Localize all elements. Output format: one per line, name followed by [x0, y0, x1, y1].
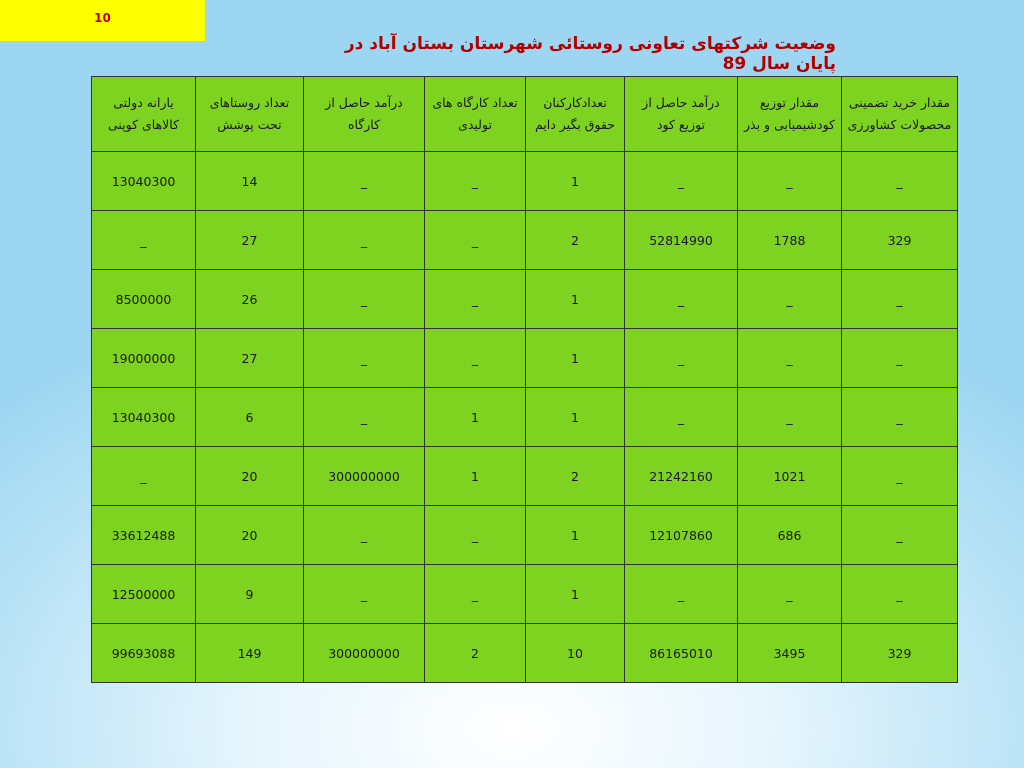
table-cell: _ [304, 152, 425, 211]
table-cell: 1 [526, 565, 625, 624]
table-cell: 21242160 [625, 447, 738, 506]
table-row [92, 447, 958, 506]
table-cell: _ [842, 270, 958, 329]
column-header-line: محصولات کشاورزی [847, 117, 952, 132]
column-header-line: توزیع کود [656, 117, 706, 132]
table-row [92, 211, 958, 270]
column-header-line: تولیدی [458, 117, 492, 132]
table-row [92, 506, 958, 565]
table-row [92, 152, 958, 211]
column-header-line: درآمد حاصل از [325, 95, 403, 110]
column-header-line: درآمد حاصل از [642, 95, 720, 110]
table-cell: 3495 [738, 624, 842, 683]
table-cell: _ [304, 506, 425, 565]
table-cell: _ [92, 211, 196, 270]
table-cell: 9 [196, 565, 304, 624]
table-cell: _ [625, 388, 738, 447]
table-cell: 99693088 [92, 624, 196, 683]
column-header-line: کارگاه [347, 117, 381, 132]
column-header [842, 77, 958, 152]
column-header [196, 77, 304, 152]
column-header-line: کودشیمیایی و بذر [744, 117, 835, 132]
table-cell: 1021 [738, 447, 842, 506]
table-cell: _ [625, 270, 738, 329]
table-cell: 19000000 [92, 329, 196, 388]
table-row [92, 388, 958, 447]
table-cell: 1788 [738, 211, 842, 270]
table-cell: _ [842, 506, 958, 565]
column-header [425, 77, 526, 152]
table-cell: 1 [526, 329, 625, 388]
column-header-line: مقدار خرید تضمینی [848, 95, 951, 110]
table-cell: 14 [196, 152, 304, 211]
table-cell: _ [738, 152, 842, 211]
table-row [92, 270, 958, 329]
column-header-line: مقدار توزیع [759, 95, 820, 110]
table-cell: _ [738, 565, 842, 624]
table-cell: 1 [526, 506, 625, 565]
slide-title: وضعیت شرکتهای تعاونی روستائی شهرستان بستان آباد در پایان سال 89 [344, 34, 836, 74]
table-cell: 33612488 [92, 506, 196, 565]
table-cell: 52814990 [625, 211, 738, 270]
table-cell: 300000000 [304, 447, 425, 506]
cooperatives-status-table [91, 76, 958, 683]
table-cell: _ [842, 152, 958, 211]
column-header [92, 77, 196, 152]
page-number-badge: 10 [0, 0, 205, 41]
table-cell: 1 [526, 270, 625, 329]
table-cell: 329 [842, 624, 958, 683]
table-cell: 1 [526, 152, 625, 211]
table-cell: 27 [196, 211, 304, 270]
table-cell: 6 [196, 388, 304, 447]
table-cell: 27 [196, 329, 304, 388]
table-cell: _ [425, 506, 526, 565]
table-body [92, 152, 958, 683]
table-cell: 2 [526, 211, 625, 270]
column-header-line: تحت پوشش [217, 117, 282, 132]
table-cell: _ [425, 152, 526, 211]
table-cell: _ [842, 565, 958, 624]
table-cell: _ [625, 152, 738, 211]
table-cell: 2 [425, 624, 526, 683]
table-cell: 86165010 [625, 624, 738, 683]
table-cell: _ [304, 329, 425, 388]
table-row [92, 624, 958, 683]
table-cell: _ [304, 270, 425, 329]
table-cell: 13040300 [92, 388, 196, 447]
table-cell: _ [425, 565, 526, 624]
table-cell: _ [92, 447, 196, 506]
table-cell: 8500000 [92, 270, 196, 329]
column-header [304, 77, 425, 152]
table-cell: 1 [526, 388, 625, 447]
table-header-row [92, 77, 958, 152]
table-cell: _ [625, 329, 738, 388]
column-header [526, 77, 625, 152]
column-header-line: تعدادکارکنان [543, 95, 607, 110]
table-cell: 20 [196, 506, 304, 565]
table-cell: 1 [425, 447, 526, 506]
column-header-line: یارانه دولتی [113, 95, 174, 110]
column-header-line: کالاهای کوپنی [107, 117, 180, 132]
table-cell: _ [842, 447, 958, 506]
table-cell: _ [425, 270, 526, 329]
table-cell: _ [304, 388, 425, 447]
table-cell: _ [425, 329, 526, 388]
table-cell: _ [738, 329, 842, 388]
table-cell: _ [738, 388, 842, 447]
table-cell: 12107860 [625, 506, 738, 565]
column-header [625, 77, 738, 152]
table-cell: 20 [196, 447, 304, 506]
column-header-line: حقوق بگیر دایم [534, 117, 616, 132]
table-cell: 1 [425, 388, 526, 447]
column-header [738, 77, 842, 152]
table-cell: 2 [526, 447, 625, 506]
table-cell: _ [842, 388, 958, 447]
table-cell: _ [425, 211, 526, 270]
table-cell: _ [738, 270, 842, 329]
column-header-line: تعداد کارگاه های [432, 95, 518, 110]
table-cell: 12500000 [92, 565, 196, 624]
table-cell: 149 [196, 624, 304, 683]
table-cell: _ [304, 211, 425, 270]
table-cell: 686 [738, 506, 842, 565]
table-cell: 329 [842, 211, 958, 270]
table-cell: _ [625, 565, 738, 624]
table-row [92, 565, 958, 624]
table-cell: 300000000 [304, 624, 425, 683]
column-header-line: تعداد روستاهای [209, 95, 290, 110]
table-cell: _ [304, 565, 425, 624]
table-cell: 26 [196, 270, 304, 329]
table-cell: _ [842, 329, 958, 388]
table-cell: 13040300 [92, 152, 196, 211]
table-cell: 10 [526, 624, 625, 683]
table-row [92, 329, 958, 388]
